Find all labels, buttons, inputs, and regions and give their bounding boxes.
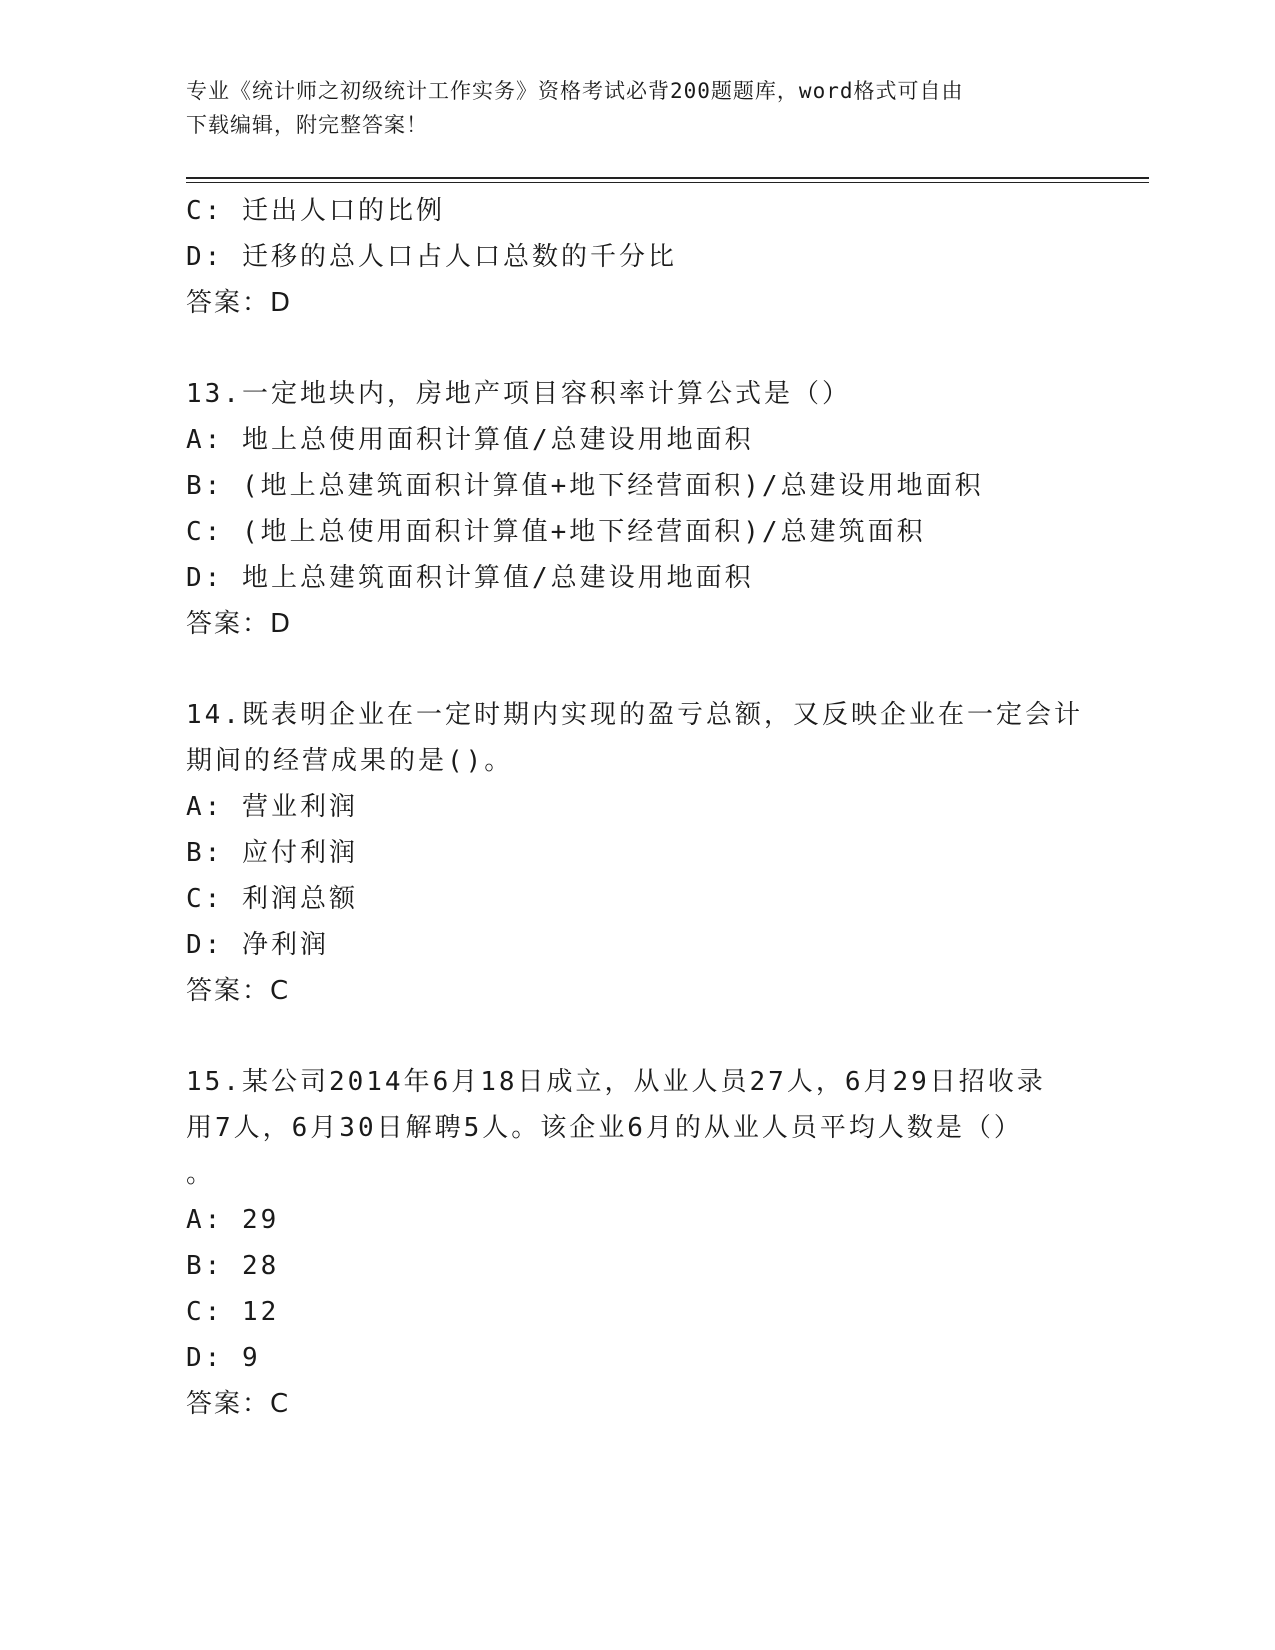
spacer xyxy=(186,647,1086,692)
header-divider-thick xyxy=(186,177,1149,179)
option-a: A: 29 xyxy=(186,1205,280,1235)
header-divider-thin xyxy=(186,182,1149,183)
option-d: D: 净利润 xyxy=(186,930,329,960)
answer-line: 答案：C xyxy=(186,976,291,1006)
option-b: B: 28 xyxy=(186,1251,280,1281)
option-d: D: 地上总建筑面积计算值/总建设用地面积 xyxy=(186,563,754,593)
question-stem-line-1: 14.既表明企业在一定时期内实现的盈亏总额，又反映企业在一定会计 xyxy=(186,700,1083,730)
answer-line: 答案：C xyxy=(186,1389,291,1419)
answer-line: 答案：D xyxy=(186,288,293,318)
question-block-12 xyxy=(186,188,1086,326)
option-d: D: 迁移的总人口占人口总数的千分比 xyxy=(186,242,677,272)
answer-line: 答案：D xyxy=(186,609,293,639)
option-b: B: 应付利润 xyxy=(186,838,358,868)
header-line-1: 专业《统计师之初级统计工作实务》资格考试必背200题题库，word格式可自由 xyxy=(186,79,964,103)
header-line-2: 下载编辑，附完整答案！ xyxy=(186,113,428,137)
question-stem-line-2: 用7人，6月30日解聘5人。该企业6月的从业人员平均人数是（） xyxy=(186,1113,1023,1143)
question-stem-line-2: 期间的经营成果的是()。 xyxy=(186,746,514,776)
question-block-13 xyxy=(186,371,1086,647)
option-c: C: (地上总使用面积计算值+地下经营面积)/总建筑面积 xyxy=(186,517,926,547)
question-stem-line-3: 。 xyxy=(186,1159,216,1189)
option-d: D: 9 xyxy=(186,1343,261,1373)
question-stem: 13.一定地块内，房地产项目容积率计算公式是（） xyxy=(186,379,851,409)
option-a: A: 营业利润 xyxy=(186,792,358,822)
question-block-15 xyxy=(186,1059,1086,1427)
question-block-14 xyxy=(186,692,1086,1014)
spacer xyxy=(186,1014,1086,1059)
document-header xyxy=(186,74,1066,142)
question-list xyxy=(186,188,1086,1427)
option-b: B: (地上总建筑面积计算值+地下经营面积)/总建设用地面积 xyxy=(186,471,984,501)
option-c: C: 迁出人口的比例 xyxy=(186,196,445,226)
spacer xyxy=(186,326,1086,371)
option-c: C: 利润总额 xyxy=(186,884,358,914)
option-a: A: 地上总使用面积计算值/总建设用地面积 xyxy=(186,425,754,455)
question-stem-line-1: 15.某公司2014年6月18日成立，从业人员27人，6月29日招收录 xyxy=(186,1067,1046,1097)
option-c: C: 12 xyxy=(186,1297,280,1327)
